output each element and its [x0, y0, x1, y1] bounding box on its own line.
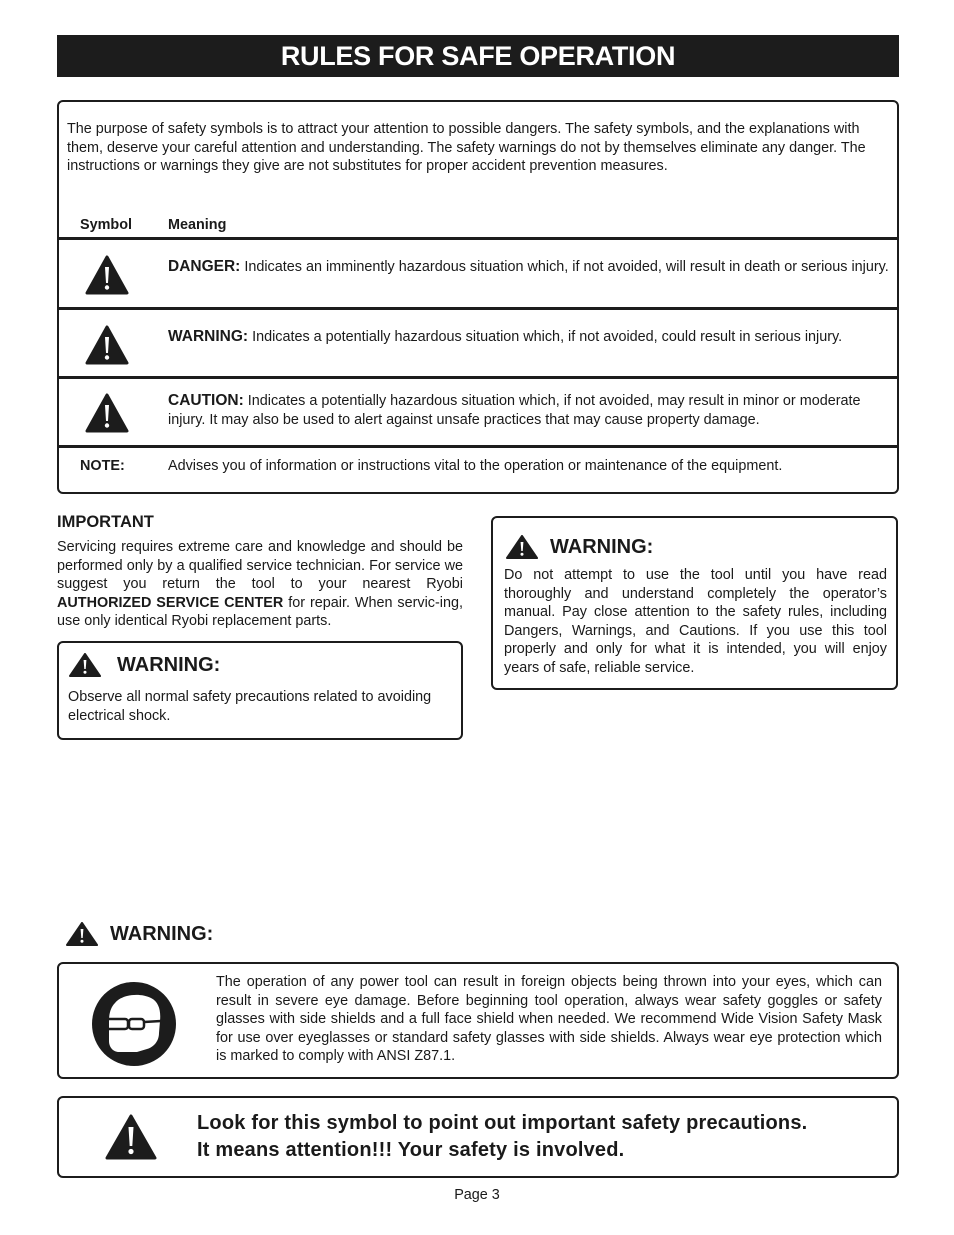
page-title: RULES FOR SAFE OPERATION: [57, 35, 899, 77]
divider: [57, 445, 899, 448]
warning-manual-text: Do not attempt to use the tool until you have read thoroughly and understand completely the operator’s manual. Pay close attention to the safety rules, including Dangers, Warnings, and Cautions. If you use this tool properly and only for what it is intended, you will enjoy years of safe, reliable service.: [504, 567, 887, 676]
symbol-row-danger: [59, 240, 896, 308]
warning-heading: WARNING:: [69, 653, 269, 679]
warning-heading: WARNING:: [66, 922, 266, 948]
important-heading: IMPORTANT: [57, 513, 154, 531]
attention-line-1: Look for this symbol to point out important safety precautions.: [197, 1112, 808, 1134]
column-header-meaning: Meaning: [168, 217, 227, 233]
note-text: Advises you of information or instructions vital to the operation or maintenance of the equipment.: [168, 458, 783, 474]
alert-triangle-icon: [506, 535, 538, 559]
symbol-row-caution: [59, 379, 896, 447]
alert-triangle-icon: [105, 1114, 157, 1160]
alert-triangle-icon: [85, 325, 129, 365]
warning-electrical-box: [57, 641, 463, 740]
attention-box: [57, 1096, 899, 1178]
eye-protection-text: The operation of any power tool can result in foreign objects being thrown into your eyes, which can result in severe eye damage. Before beginning tool operation, always wear safety goggles or safety glasses with side shields and a full face shield when needed. We recommend Wide Vision Safety Mask for use over eyeglasses or standard safety glasses with side shields. Always wear eye protection which is marked to comply with ANSI Z87.1.: [216, 974, 882, 1065]
caution-label: CAUTION:: [168, 392, 244, 409]
safety-symbols-box: [57, 100, 899, 494]
alert-triangle-icon: [85, 393, 129, 433]
warning-manual-box: [491, 516, 898, 690]
symbol-row-warning: [59, 310, 896, 378]
warning-label: WARNING:: [168, 328, 249, 345]
alert-triangle-icon: [69, 653, 101, 677]
alert-triangle-icon: [85, 255, 129, 295]
note-label: NOTE:: [80, 458, 125, 474]
attention-line-2: It means attention!!! Your safety is involved.: [197, 1139, 625, 1161]
important-body: Servicing requires extreme care and knowledge and should be performed only by a qualified service technician. For service we suggest you return the tool to your nearest Ryobi AUTHORIZED SERVICE CENTER for repair. When servic-ing, use only identical Ryobi replacement parts.: [57, 539, 463, 630]
danger-text: DANGER: Indicates an imminently hazardous situation which, if not avoided, will result in death or serious injury.: [168, 258, 889, 275]
eye-protection-box: [57, 962, 899, 1079]
warning-text: WARNING: Indicates a potentially hazardous situation which, if not avoided, could result in serious injury.: [168, 328, 843, 345]
eye-protection-icon: [91, 981, 177, 1067]
symbols-intro: The purpose of safety symbols is to attract your attention to possible dangers. The safety symbols, and the explanations with them, deserve your careful attention and understanding. The safety warnings do not by themselves eliminate any danger. The instructions or warnings they give are not substitutes for proper accident prevention measures.: [67, 121, 866, 175]
caution-text: CAUTION: Indicates a potentially hazardous situation which, if not avoided, may result in minor or moderate injury. It may also be used to alert against unsafe practices that may cause property damage.: [168, 392, 861, 428]
attention-text: [197, 1110, 887, 1164]
warning-electrical-text: Observe all normal safety precautions related to avoiding electrical shock.: [68, 689, 432, 724]
page-number: Page 3: [454, 1187, 500, 1203]
danger-label: DANGER:: [168, 258, 241, 275]
alert-triangle-icon: [66, 922, 98, 946]
authorized-service-center: AUTHORIZED SERVICE CENTER: [57, 594, 284, 611]
column-header-symbol: Symbol: [80, 217, 132, 233]
warning-heading: WARNING:: [506, 535, 706, 561]
